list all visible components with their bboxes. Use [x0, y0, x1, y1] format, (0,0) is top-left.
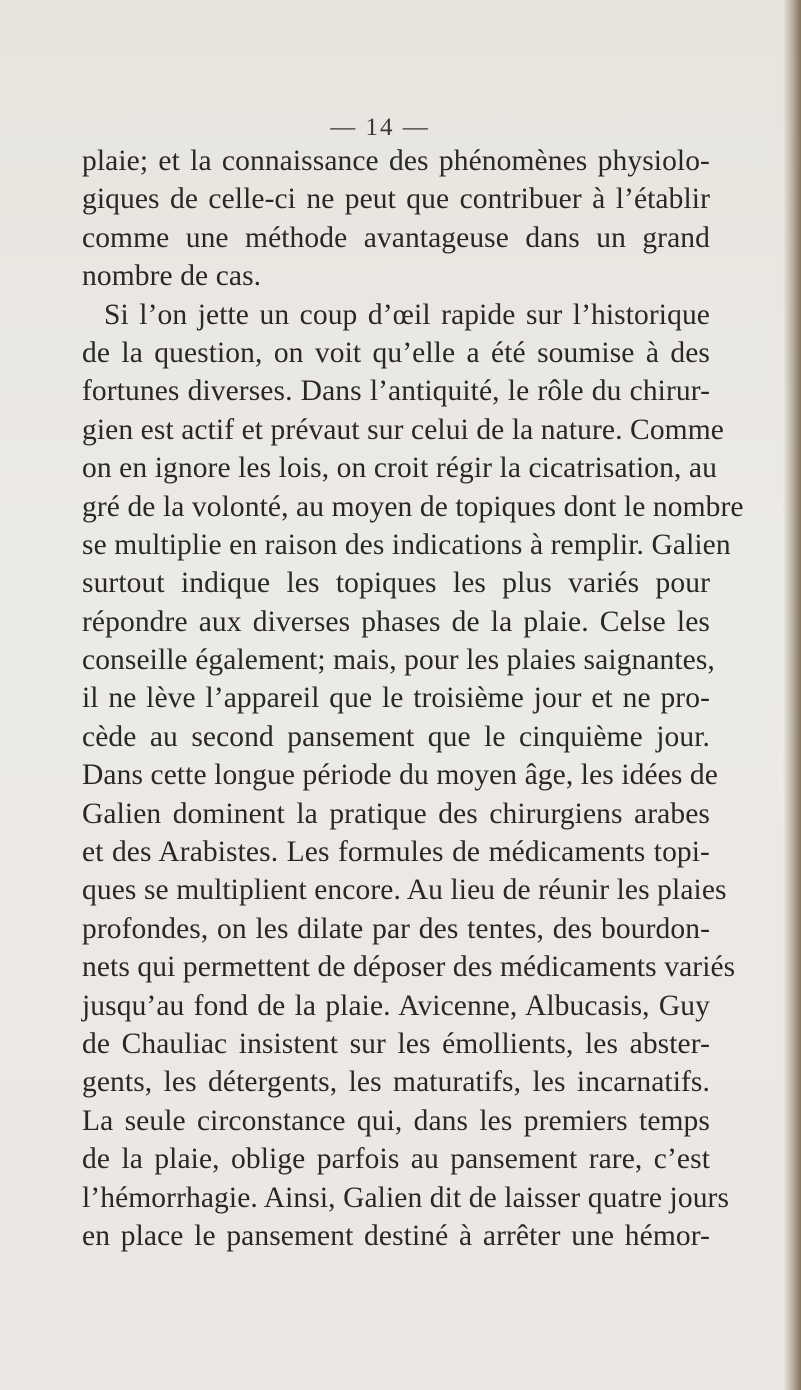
text-line: Dans cette longue période du moyen âge, les idées de	[82, 759, 718, 792]
text-line: conseille également; mais, pour les plaies saignantes,	[82, 644, 715, 677]
text-line: plaie; et la connaissance des phénomènes physiolo-	[82, 145, 710, 177]
text-line: en place le pansement destiné à arrêter une hémor-	[82, 1219, 710, 1252]
text-line: Si l’on jette un coup d’œil rapide sur l’historique	[104, 298, 710, 331]
text-line: giques de celle-ci ne peut que contribuer à l’établir	[82, 183, 710, 216]
page-number: — 14 —	[330, 114, 430, 141]
text-line: gents, les détergents, les maturatifs, les incarnatifs.	[82, 1066, 710, 1099]
text-line: on en ignore les lois, on croit régir la cicatrisation, au	[82, 452, 717, 485]
text-line: cède au second pansement que le cinquième jour.	[82, 720, 710, 753]
text-line: de la question, on voit qu’elle a été soumise à des	[82, 336, 710, 369]
text-line: gré de la volonté, au moyen de topiques dont le nombre	[82, 490, 744, 523]
text-line: l’hémorrhagie. Ainsi, Galien dit de laisser quatre jours	[82, 1181, 730, 1214]
body-text	[82, 142, 744, 1255]
text-line: La seule circonstance qui, dans les premiers temps	[82, 1104, 710, 1137]
text-line: jusqu’au fond de la plaie. Avicenne, Albucasis, Guy	[82, 989, 710, 1022]
text-line: profondes, on les dilate par des tentes, des bourdon-	[82, 912, 710, 945]
text-line: nets qui permettent de déposer des médicaments variés	[82, 951, 736, 984]
text-line: il ne lève l’appareil que le troisième jour et ne pro-	[82, 682, 710, 715]
text-line: de la plaie, oblige parfois au pansement rare, c’est	[82, 1143, 710, 1176]
text-line: se multiplie en raison des indications à remplir. Galien	[82, 528, 731, 561]
text-line: ques se multiplient encore. Au lieu de réunir les plaies	[82, 874, 727, 907]
text-line: répondre aux diverses phases de la plaie. Celse les	[82, 605, 710, 638]
text-line: nombre de cas.	[82, 260, 262, 293]
text-line: Galien dominent la pratique des chirurgiens arabes	[82, 797, 710, 830]
text-line: fortunes diverses. Dans l’antiquité, le rôle du chirur-	[82, 375, 710, 408]
page-edge-shadow	[783, 0, 801, 1390]
text-line: gien est actif et prévaut sur celui de la nature. Comme	[82, 413, 724, 446]
text-line: de Chauliac insistent sur les émollients, les abster-	[82, 1027, 710, 1060]
text-line: comme une méthode avantageuse dans un grand	[82, 221, 710, 254]
text-line: et des Arabistes. Les formules de médicaments topi-	[82, 836, 710, 869]
text-line: surtout indique les topiques les plus variés pour	[82, 567, 710, 600]
